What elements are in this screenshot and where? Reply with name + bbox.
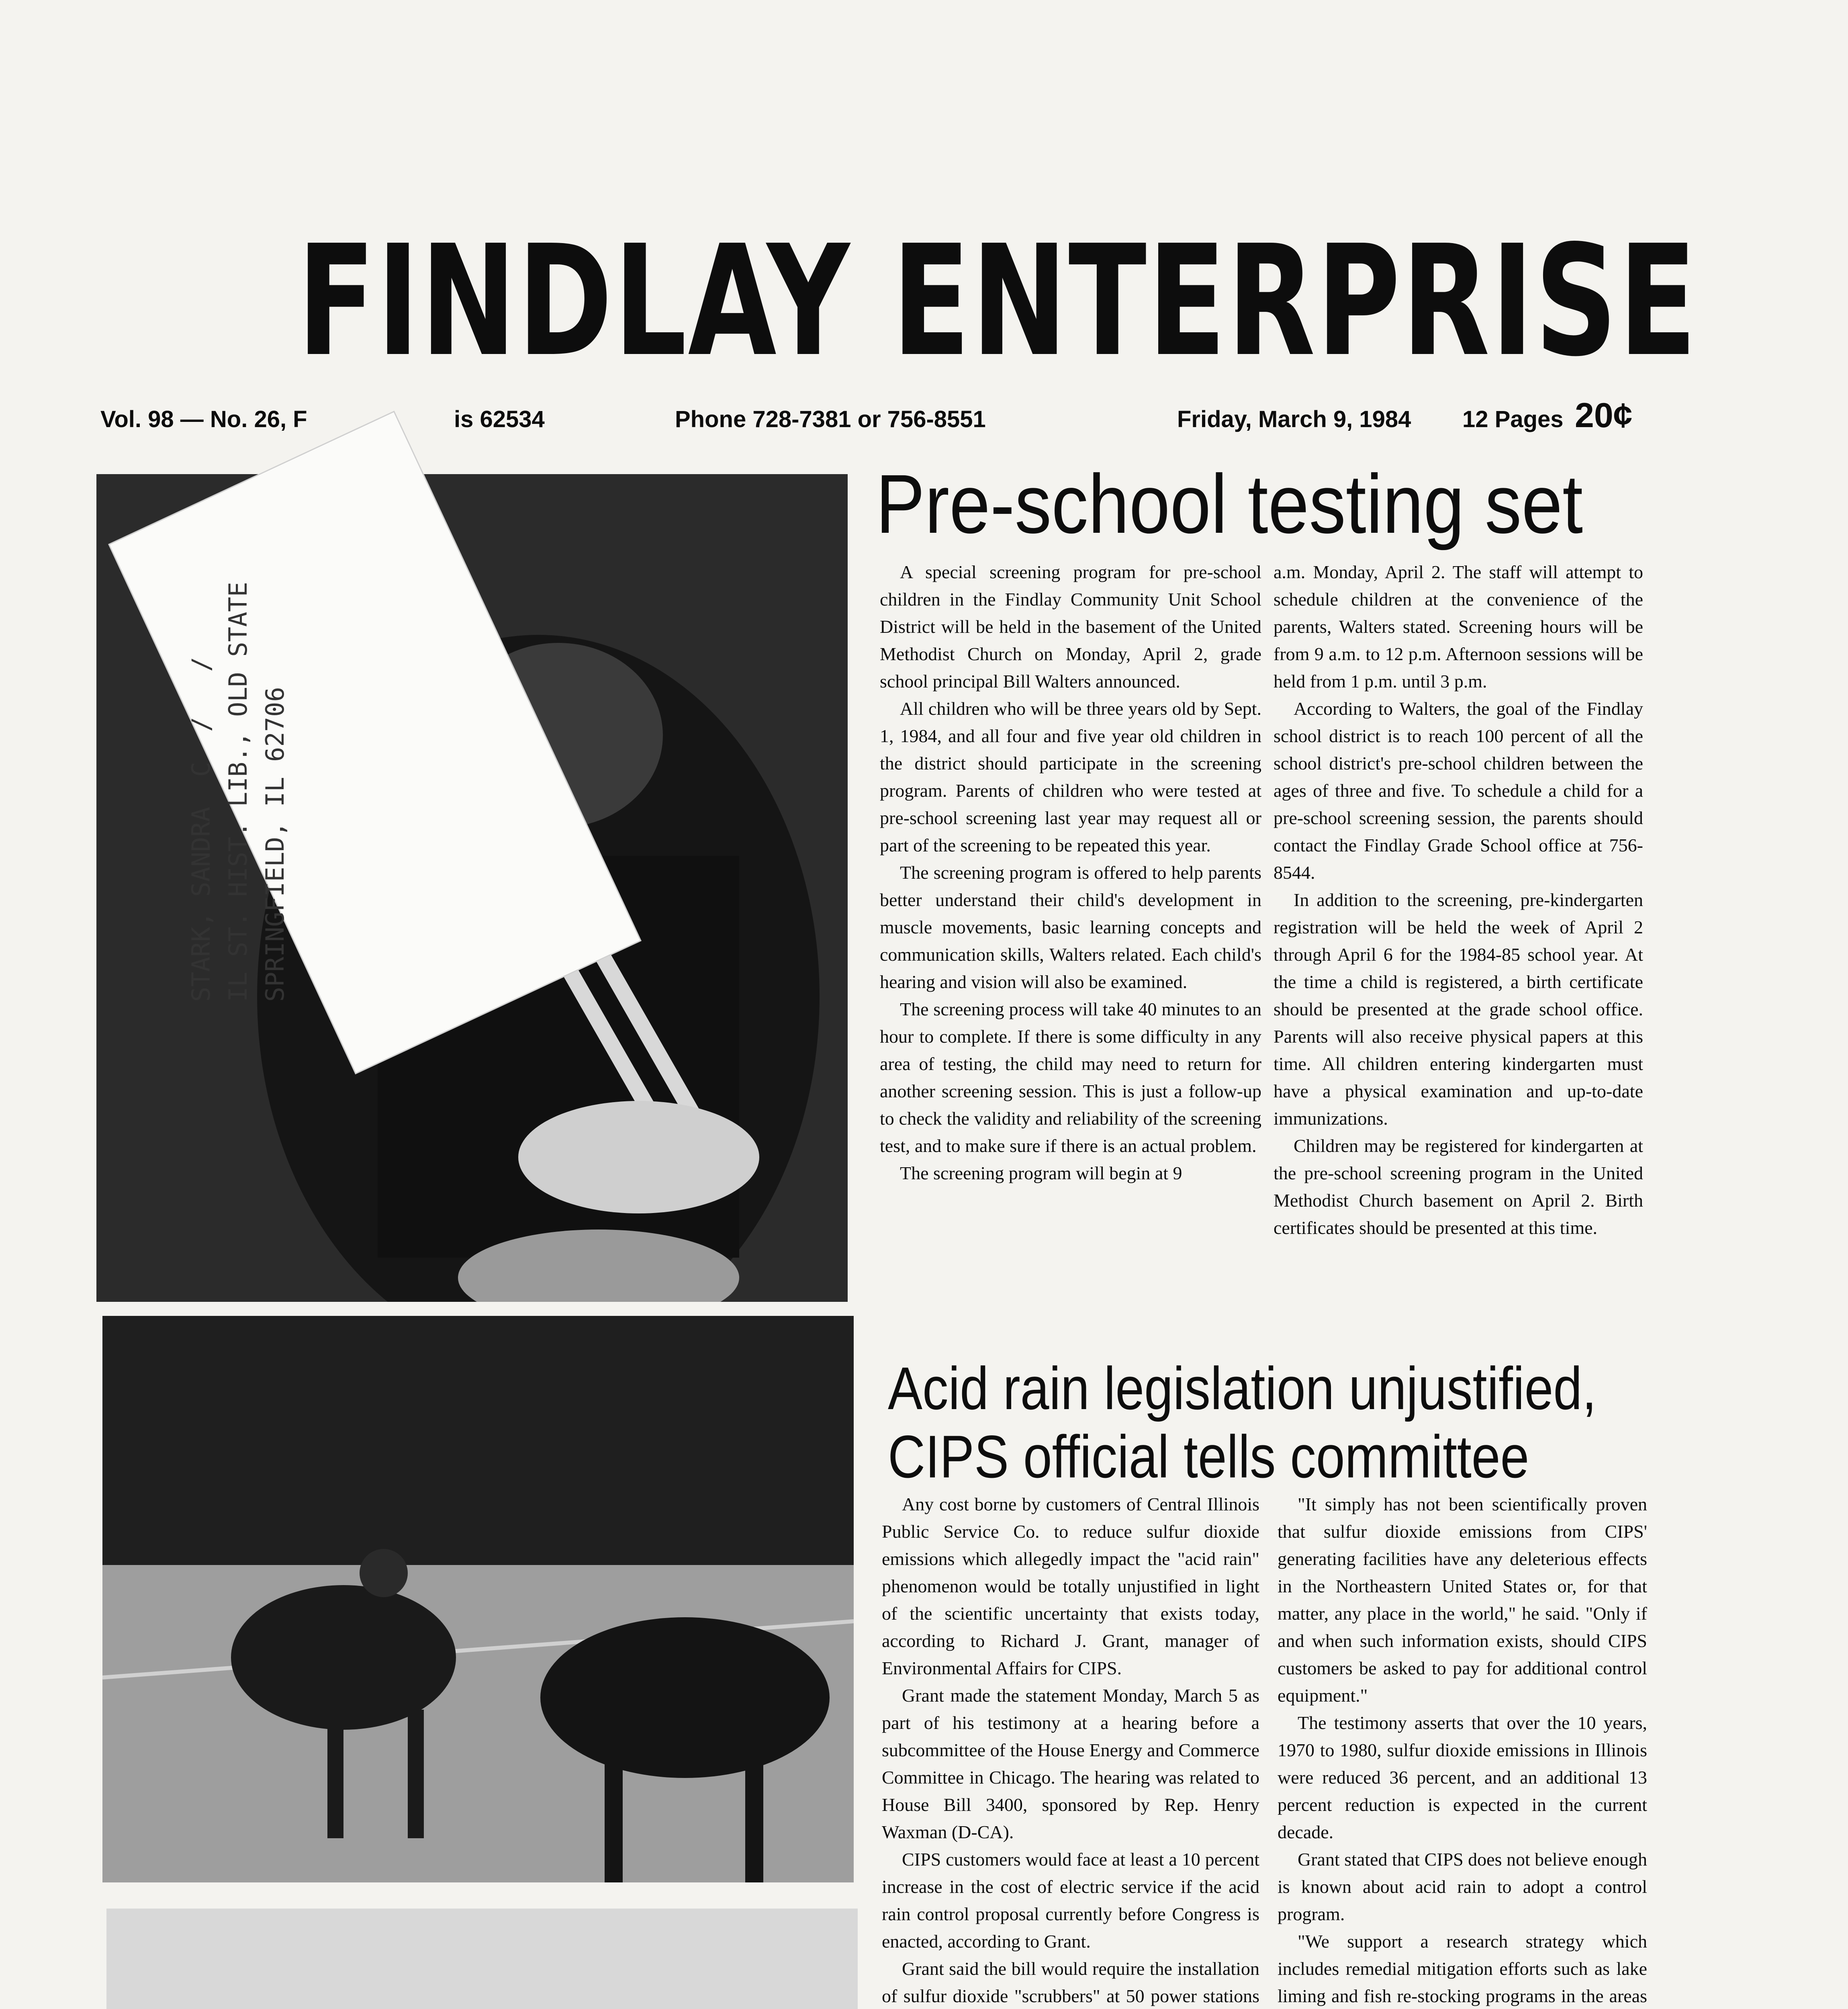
photo-donkey-basketball-court xyxy=(102,1316,854,1882)
story1-paragraph: The screening program is offered to help parents better understand their child's development in muscle movements, basic learning concepts and communication skills, Walters related. Each child's hearing and vision will also be examined. xyxy=(880,862,1261,992)
story1-paragraph: According to Walters, the goal of the Findlay school district is to reach 100 percent of all the school district's pre-school children between the ages of three and five. To schedule a child for a pre-school screening session, the parents should contact the Findlay Grade School office at 756-8544. xyxy=(1274,698,1643,883)
issue-date: Friday, March 9, 1984 xyxy=(1177,406,1411,432)
masthead-title: FINDLAY ENTERPRISE xyxy=(297,212,1698,390)
story2-paragraph: The testimony asserts that over the 10 years, 1970 to 1980, sulfur dioxide emissions in Illinois were reduced 36 percent, and an additional 13 percent reduction is expected in the current decade. xyxy=(1278,1712,1647,1842)
headline-preschool-testing: Pre-school testing set xyxy=(876,458,1583,551)
story2-column-2 xyxy=(1278,1491,1647,2009)
story1-column-2 xyxy=(1274,559,1643,1242)
price: 20¢ xyxy=(1575,396,1633,435)
story1-paragraph: Children may be registered for kindergarten at the pre-school screening program in the United Methodist Church basement on April 2. Birth certificates should be presented at this time. xyxy=(1274,1135,1643,1238)
mailing-address: STARK, SANDRA C / / IL ST. HIST. LIB., OLD STATE SPRINGFIELD, IL 62706 xyxy=(186,582,290,1002)
volume-number: Vol. 98 — No. 26, F xyxy=(100,406,307,432)
story1-paragraph: a.m. Monday, April 2. The staff will attempt to schedule children at the convenience of the parents, Walters stated. Screening hours will be from 9 a.m. to 12 p.m. Afternoon sessions will be held from 1 p.m. until 3 p.m. xyxy=(1274,562,1643,691)
story1-column-1 xyxy=(880,559,1261,1187)
story2-paragraph: "We support a research strategy which includes remedial mitigation efforts such as lake liming and fish re-stocking programs in the areas xyxy=(1278,1931,1647,2006)
story2-paragraph: Grant said the bill would require the installation of sulfur dioxide "scrubbers" at 50 power stations xyxy=(882,1958,1259,2006)
phone-number: Phone 728-7381 or 756-8551 xyxy=(675,406,986,432)
headline-acid-rain-line2: CIPS official tells committee xyxy=(888,1423,1529,1490)
story1-paragraph: In addition to the screening, pre-kindergarten registration will be held the week of April 2 through April 6 for the 1984-85 school year. At the time a child is registered, a birth certificate should be presented at the grade school office. Parents will also receive physical papers at this time. All children entering kindergarten must have a physical examination and up-to-date immunizations. xyxy=(1274,890,1643,1129)
photo-player-fallen-donkey xyxy=(106,1909,858,2009)
story1-paragraph: A special screening program for pre-school children in the Findlay Community Unit School District will be held in the basement of the United Methodist Church on Monday, April 2, grade school principal Bill Walters announced. xyxy=(880,562,1261,691)
location-zip: is 62534 xyxy=(454,406,545,432)
story1-paragraph: All children who will be three years old by Sept. 1, 1984, and all four and five year old children in the district should participate in the screening program. Parents of children who were tested at pre-school screening last year may request all or part of the screening to be repeated this year. xyxy=(880,698,1261,855)
story2-paragraph: "It simply has not been scientifically proven that sulfur dioxide emissions from CIPS' generating facilities have any deleterious effects in the Northeastern United States or, for that matter, any place in the world," he said. "Only if and when such information exists, should CIPS customers be asked to pay for additional control equipment." xyxy=(1278,1494,1647,1706)
story2-paragraph: Grant stated that CIPS does not believe enough is known about acid rain to adopt a control program. xyxy=(1278,1849,1648,1924)
headline-acid-rain-line1: Acid rain legislation unjustified, xyxy=(888,1354,1597,1422)
story2-paragraph: Any cost borne by customers of Central Illinois Public Service Co. to reduce sulfur dioxide emissions which allegedly impact the "acid rain" phenomenon would be totally unjustified in light of the scientific uncertainty that exists today, according to Richard J. Grant, manager of Environmental Affairs for CIPS. xyxy=(882,1494,1259,1678)
page-count: 12 Pages xyxy=(1462,406,1564,432)
story2-paragraph: CIPS customers would face at least a 10 percent increase in the cost of electric service if the acid rain control proposal currently before Congress is enacted, according to Grant. xyxy=(882,1849,1259,1952)
story1-paragraph: The screening program will begin at 9 xyxy=(900,1163,1182,1183)
story2-column-1 xyxy=(882,1491,1259,2009)
story1-paragraph: The screening process will take 40 minutes to an hour to complete. If there is some difficulty in any area of testing, the child may need to return for another screening session. This is just a follow-up to check the validity and reliability of the screening test, and to make sure if there is an actual problem. xyxy=(880,999,1261,1156)
story2-paragraph: Grant made the statement Monday, March 5 as part of his testimony at a hearing before a subcommittee of the House Energy and Commerce Committee in Chicago. The hearing was related to House Bill 3400, sponsored by Rep. Henry Waxman (D-CA). xyxy=(882,1685,1259,1842)
